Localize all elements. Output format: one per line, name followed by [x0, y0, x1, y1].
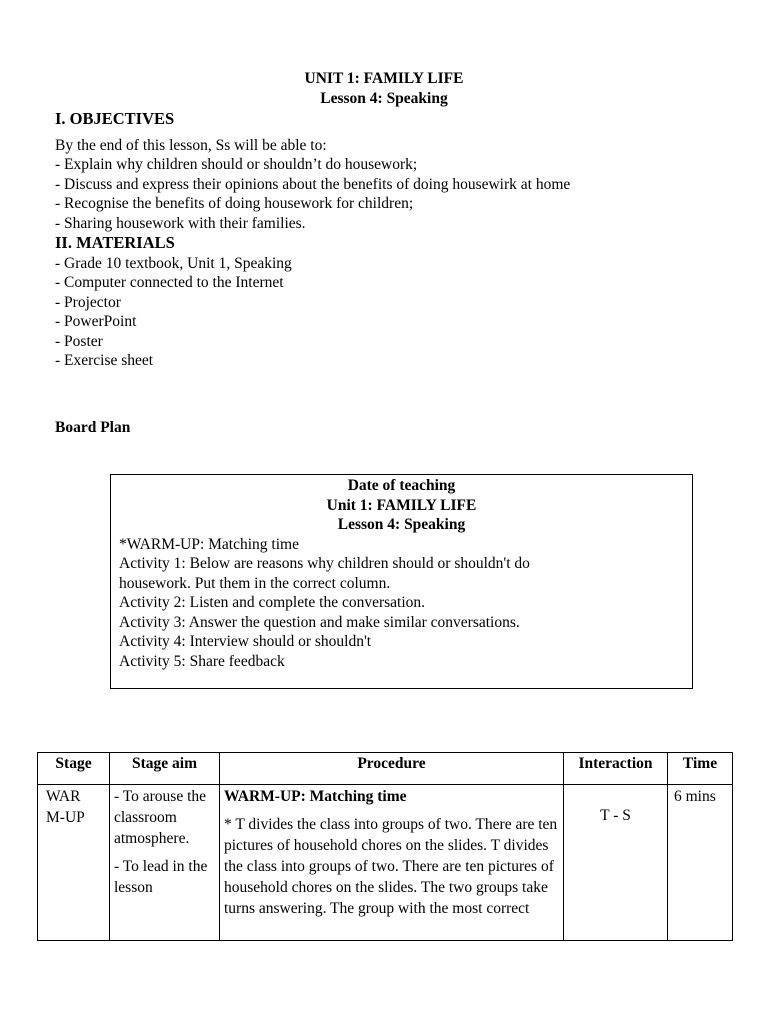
board-plan-box [110, 474, 693, 689]
material-item: - PowerPoint [55, 313, 137, 330]
objective-item: - Sharing housework with their families. [55, 215, 306, 232]
stage-aim-item: - To lead in the lesson [114, 858, 208, 896]
material-item: - Projector [55, 294, 121, 311]
stage-aim-item: - To arouse the classroom atmosphere. [114, 788, 207, 847]
column-header: Time [668, 753, 733, 785]
material-item: - Exercise sheet [55, 352, 154, 369]
column-header: Procedure [220, 753, 564, 785]
interaction-text: T - S [600, 807, 631, 824]
procedure-cell [220, 785, 564, 941]
table-row [38, 785, 733, 941]
board-date: Date of teaching [347, 477, 456, 494]
objective-item: - Discuss and express their opinions about the benefits of doing housewirk at home [55, 176, 571, 193]
lesson-title: Lesson 4: Speaking [320, 90, 448, 107]
lesson-plan-table [37, 752, 733, 941]
stage-text: M-UP [46, 809, 85, 826]
time-cell [668, 785, 733, 941]
board-lesson: Lesson 4: Speaking [337, 516, 466, 533]
materials-heading: II. MATERIALS [55, 233, 175, 252]
objective-item: - Recognise the benefits of doing housework for children; [55, 195, 414, 212]
column-header: Interaction [564, 753, 668, 785]
board-line: *WARM-UP: Matching time [119, 535, 299, 553]
objective-item: - Explain why children should or shouldn’t do housework; [55, 156, 418, 173]
column-header: Stage [38, 753, 110, 785]
board-line: Activity 2: Listen and complete the conversation. [119, 594, 426, 611]
material-item: - Computer connected to the Internet [55, 274, 284, 291]
material-item: - Poster [55, 333, 103, 350]
unit-title: UNIT 1: FAMILY LIFE [304, 70, 464, 87]
board-plan-label: Board Plan [55, 419, 131, 436]
column-header: Stage aim [110, 753, 220, 785]
procedure-text: * T divides the class into groups of two. There are ten pictures of household chores on the slides. T divides the class into groups of two. There are ten pictures of household chores on the slides. The two groups take turns answering. The group with the most correct [224, 816, 558, 917]
stage-text: WAR [46, 788, 81, 805]
board-line: Activity 5: Share feedback [119, 652, 285, 670]
time-text: 6 mins [674, 788, 716, 805]
material-item: - Grade 10 textbook, Unit 1, Speaking [55, 255, 292, 272]
interaction-cell [564, 785, 668, 941]
objectives-heading: I. OBJECTIVES [55, 109, 175, 128]
stage-aim-cell [110, 785, 220, 941]
board-line: housework. Put them in the correct column. [119, 574, 391, 592]
board-line: Activity 1: Below are reasons why children should or shouldn't do [119, 555, 530, 572]
table-header-row [38, 753, 733, 785]
procedure-title: WARM-UP: Matching time [224, 788, 407, 805]
board-unit: Unit 1: FAMILY LIFE [326, 496, 477, 514]
board-line: Activity 3: Answer the question and make similar conversations. [119, 613, 520, 631]
objectives-intro: By the end of this lesson, Ss will be able to: [55, 137, 327, 154]
stage-cell [38, 785, 110, 941]
board-line: Activity 4: Interview should or shouldn't [119, 633, 372, 650]
